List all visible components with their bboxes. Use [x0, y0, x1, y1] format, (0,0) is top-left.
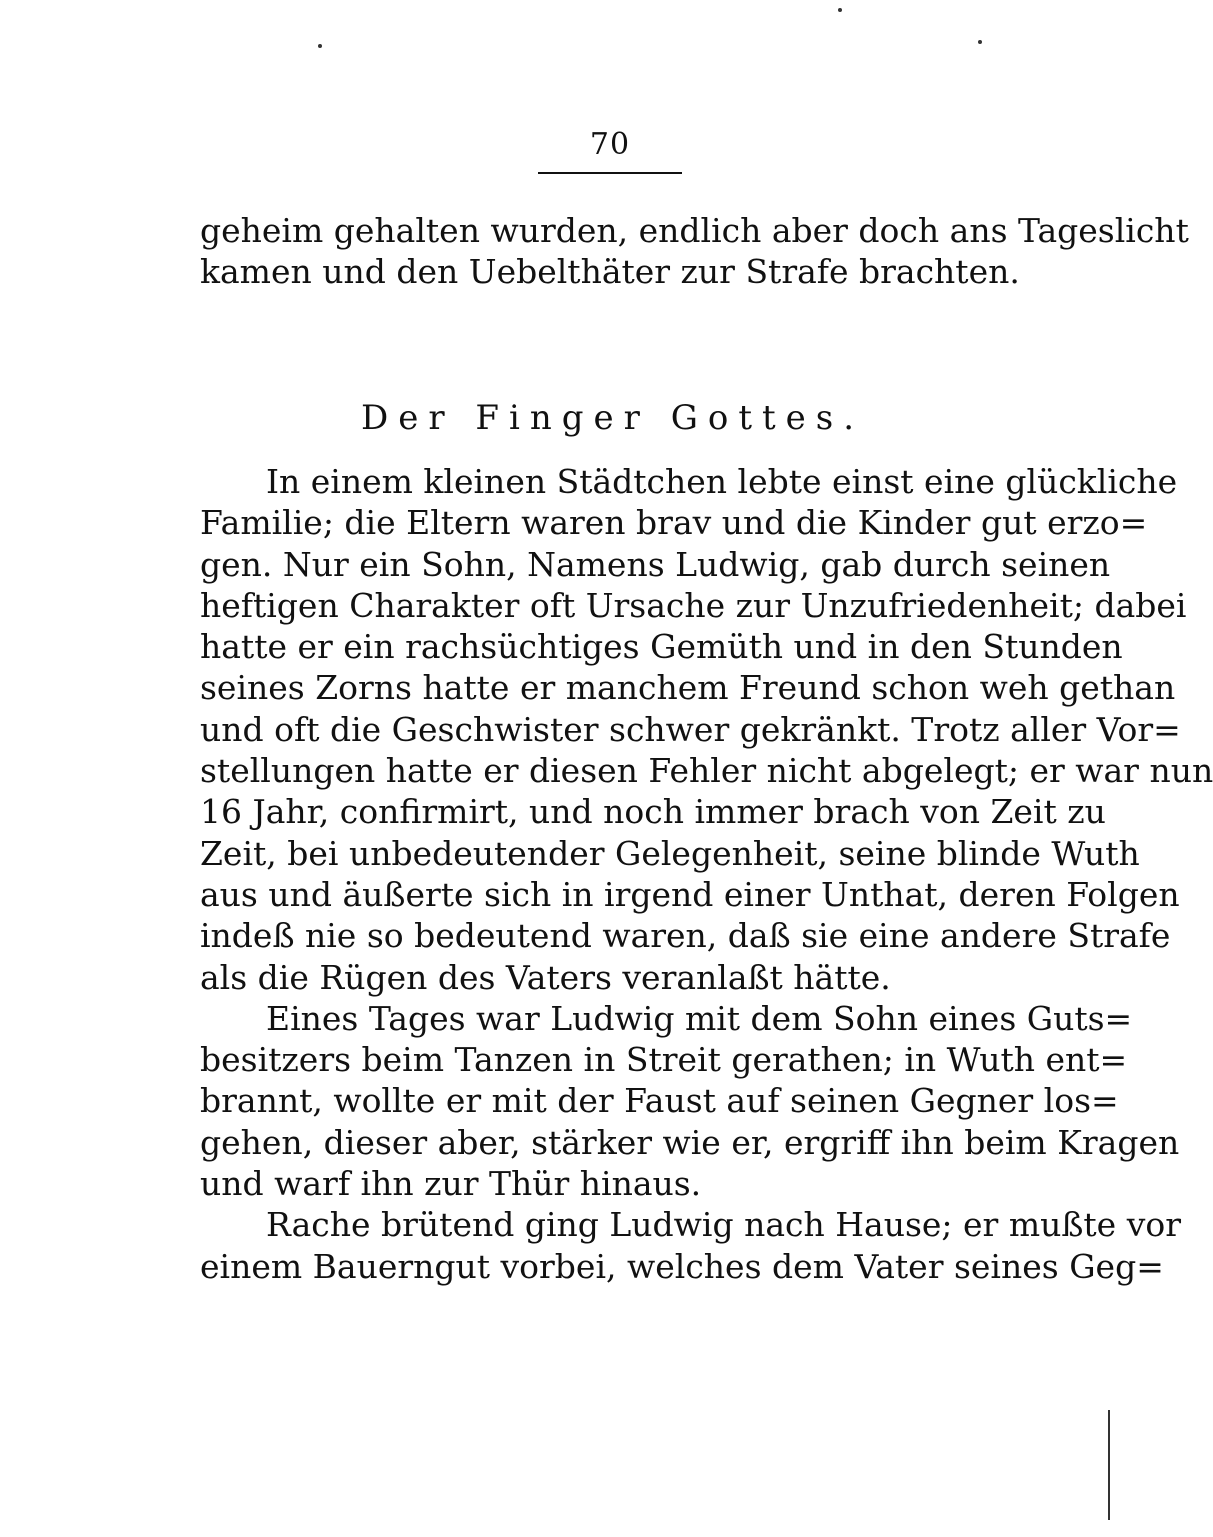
text-line: geheim gehalten wurden, endlich aber doch ans Tageslicht — [200, 211, 1189, 250]
scan-edge-mark — [1108, 1410, 1110, 1520]
text-line: In einem kleinen Städtchen lebte einst eine glückliche — [266, 462, 1178, 501]
paragraph-3 — [200, 1204, 1181, 1287]
text-line: Rache brütend ging Ludwig nach Hause; er mußte vor — [266, 1205, 1181, 1245]
text-line: brannt, wollte er mit der Faust auf seinen Gegner los= — [200, 1081, 1119, 1121]
text-line: Eines Tages war Ludwig mit dem Sohn eines Guts= — [266, 998, 1133, 1038]
scan-speck — [318, 44, 322, 48]
text-line: kamen und den Uebelthäter zur Strafe brachten. — [200, 252, 1020, 292]
scan-speck — [978, 40, 982, 44]
text-line: Zeit, bei unbedeutender Gelegenheit, seine blinde Wuth — [200, 833, 1140, 873]
paragraph-2 — [200, 998, 1180, 1204]
header-rule — [538, 172, 682, 174]
story-body — [200, 461, 1213, 1287]
text-line: seines Zorns hatte er manchem Freund schon weh gethan — [200, 668, 1176, 708]
scan-speck — [838, 8, 842, 12]
text-line: 16 Jahr, confirmirt, und noch immer brach von Zeit zu — [200, 792, 1106, 832]
text-line: indeß nie so bedeutend waren, daß sie eine andere Strafe — [200, 916, 1171, 956]
text-line: als die Rügen des Vaters veranlaßt hätte. — [200, 957, 891, 997]
text-line: einem Bauerngut vorbei, welches dem Vater seines Geg= — [200, 1246, 1164, 1286]
text-line: Familie; die Eltern waren brav und die Kinder gut erzo= — [200, 503, 1148, 543]
text-line: heftigen Charakter oft Ursache zur Unzufriedenheit; dabei — [200, 585, 1187, 625]
text-line: stellungen hatte er diesen Fehler nicht abgelegt; er war nun — [200, 751, 1213, 791]
text-line: gen. Nur ein Sohn, Namens Ludwig, gab durch seinen — [200, 544, 1111, 584]
continuation-paragraph — [200, 210, 1189, 293]
page-number: 70 — [589, 127, 631, 162]
text-line: und warf ihn zur Thür hinaus. — [200, 1164, 702, 1204]
text-line: und oft die Geschwister schwer gekränkt. Trotz aller Vor= — [200, 709, 1181, 749]
text-line: aus und äußerte sich in irgend einer Unthat, deren Folgen — [200, 874, 1180, 914]
text-line: hatte er ein rachsüchtiges Gemüth und in den Stunden — [200, 627, 1123, 667]
paragraph-1 — [200, 461, 1213, 998]
story-title: Der Finger Gottes. — [360, 398, 865, 438]
text-line: gehen, dieser aber, stärker wie er, ergriff ihn beim Kragen — [200, 1122, 1180, 1162]
text-line: besitzers beim Tanzen in Streit gerathen; in Wuth ent= — [200, 1040, 1128, 1080]
